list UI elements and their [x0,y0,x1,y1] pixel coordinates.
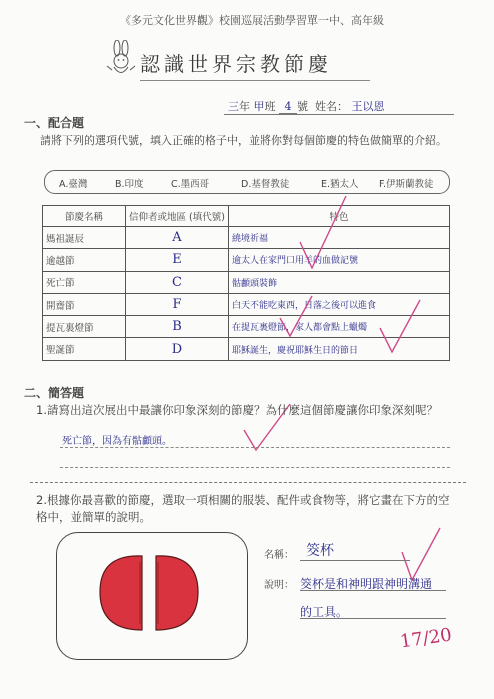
option-d: D.基督教徒 [241,179,290,190]
festival-feature[interactable]: 耶穌誕生，慶祝耶穌生日的節日 [229,338,450,360]
class-value: 甲 [253,100,265,113]
description-value[interactable]: 筊杯是和神明跟神明溝通的工具。 [300,577,433,619]
option-b: B.印度 [115,179,144,190]
festival-code[interactable]: D [126,338,229,360]
item-name-label: 名稱： [264,550,294,561]
answer-line [60,447,450,448]
section2-title: 二、簡答題 [24,386,85,400]
festival-name: 逾越節 [43,249,126,271]
description-line [300,590,446,591]
header-feature: 特色 [229,206,450,227]
check-mark-icon [300,196,346,268]
moon-blocks-drawing-icon [56,532,246,658]
answer-line [60,467,450,468]
worksheet-header: 《多元文化世界觀》校園巡展活動學習單一中、高年級 [120,14,384,27]
question-2: 2.根據你最喜歡的節慶，選取一項相關的服裝、配件或食物等，將它畫在下方的空格中，並簡單的說明。 [36,493,450,524]
festival-feature[interactable]: 逾太人在家門口用羊的血做記號 [229,249,450,271]
festival-code[interactable]: C [126,271,229,293]
number-label: 號 [297,100,308,113]
item-name-line [300,560,410,561]
question-1: 1.請寫出這次展出中最讓你印象深刻的節慶？為什麼這個節慶讓你印象深刻呢？ [36,403,438,417]
festival-name: 開齋節 [43,293,126,315]
festival-feature[interactable]: 白天不能吃東西，日落之後可以進食 [229,293,450,315]
festival-feature[interactable]: 在提瓦裏燈節，家人都會點上蠟燭 [229,316,450,338]
festival-code[interactable]: A [126,227,229,249]
festival-name: 聖誕節 [43,338,126,360]
student-name-value: 王以恩 [352,98,412,115]
festival-code[interactable]: E [126,249,229,271]
festival-name: 媽祖誕辰 [43,227,126,249]
option-f: F.伊斯蘭教徒 [379,179,434,190]
item-name-value[interactable]: 筊杯 [306,543,334,559]
header-believer-code: 信仰者或地區 (填代號) [126,206,229,227]
name-label: 姓名： [315,100,348,113]
score: 17/20 [398,624,454,653]
option-c: C.墨西哥 [171,179,210,190]
section1-title: 一、配合題 [24,116,85,130]
option-a: A.臺灣 [59,179,88,190]
class-label: 班 [264,100,276,113]
grade-value: 三 [228,100,239,113]
festival-code[interactable]: F [126,293,229,315]
festival-name: 提瓦裏燈節 [43,316,126,338]
section1-instruction: 請將下列的選項代號，填入正確的格子中，並將你對每個節慶的特色做簡單的介紹。 [40,134,447,147]
festival-feature[interactable]: 繞境祈福 [229,227,450,249]
section-divider [30,482,466,483]
option-e: E.猶太人 [321,179,359,190]
number-value: 4 [279,100,297,114]
page-title: 認識世界宗教節慶 [140,52,332,76]
description-label: 說明： [264,580,294,591]
festival-name: 死亡節 [43,271,126,293]
festival-code[interactable]: B [126,316,229,338]
check-mark-icon [280,296,312,336]
description-line [300,618,446,619]
answer-1[interactable]: 死亡節，因為有骷顱頭。 [62,436,172,447]
grade-label: 年 [239,100,250,113]
festival-feature[interactable]: 骷顱頭裝飾 [229,271,450,293]
check-mark-icon [380,300,420,352]
header-festival-name: 節慶名稱 [43,206,126,227]
